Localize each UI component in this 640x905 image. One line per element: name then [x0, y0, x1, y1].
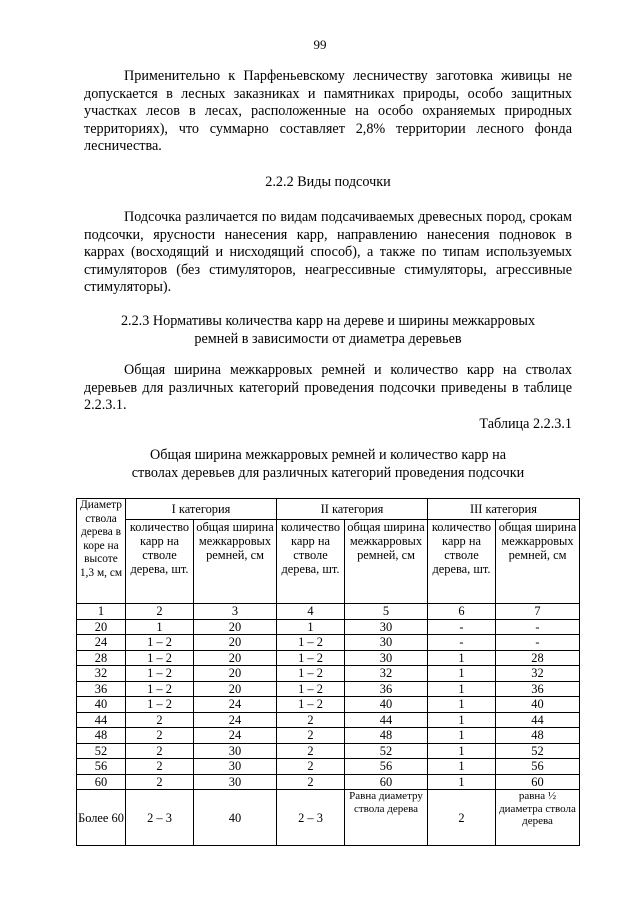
- table-row: [77, 728, 580, 744]
- table-caption: [84, 447, 572, 482]
- table-cell: 32: [77, 666, 126, 682]
- table-cell: 2: [126, 712, 194, 728]
- table-cell: 48: [496, 728, 580, 744]
- table-cell: 40: [77, 697, 126, 713]
- table-cell: 40: [194, 790, 277, 846]
- table-cell: 60: [345, 774, 428, 790]
- table-cell: 2: [277, 712, 345, 728]
- table-cell: 2: [277, 759, 345, 775]
- cat3-width-header: общая ширина межкарровых ремней, см: [496, 520, 580, 604]
- table-row: [77, 697, 580, 713]
- table-cell: 52: [496, 743, 580, 759]
- table-cell: 56: [496, 759, 580, 775]
- table-cell: 48: [345, 728, 428, 744]
- category-1-header: I категория: [126, 499, 277, 520]
- table-cell: -: [428, 619, 496, 635]
- table-cell: 1 – 2: [126, 650, 194, 666]
- table-row: [77, 650, 580, 666]
- table-cell: 1: [428, 759, 496, 775]
- table-cell: -: [496, 619, 580, 635]
- table-cell: 1: [428, 728, 496, 744]
- table-row: [77, 666, 580, 682]
- table-cell: 52: [345, 743, 428, 759]
- cat3-count-header: количество карр на стволе дерева, шт.: [428, 520, 496, 604]
- table-cell: 2: [126, 759, 194, 775]
- table-row: [77, 712, 580, 728]
- table-row: [77, 619, 580, 635]
- table-cell: 60: [77, 774, 126, 790]
- table-cell: 36: [345, 681, 428, 697]
- table-cell: 28: [496, 650, 580, 666]
- column-number: 3: [194, 604, 277, 620]
- table-row: [77, 743, 580, 759]
- section-text-2-2-2: Подсочка различается по видам подсачиваемых древесных пород, срокам подсочки, ярусности нанесения карр, направлению нанесения подновок в каррах (восходящий и нисходящий способ), а также по типам используемых стимуляторов (без стимуляторов, неагрессивные стимуляторы, агрессивные стимуляторы).: [84, 209, 572, 296]
- column-number: 7: [496, 604, 580, 620]
- table-cell: 1: [428, 666, 496, 682]
- table-cell: 1 – 2: [126, 635, 194, 651]
- table-row: [77, 774, 580, 790]
- page-number: 99: [313, 37, 327, 52]
- table-cell: 24: [194, 728, 277, 744]
- cat2-width-header: общая ширина межкарровых ремней, см: [345, 520, 428, 604]
- table-cell: 20: [194, 666, 277, 682]
- table-cell: 36: [77, 681, 126, 697]
- table-cell: 32: [496, 666, 580, 682]
- table-cell: 1: [126, 619, 194, 635]
- table-cell: 1 – 2: [277, 697, 345, 713]
- table-number: Таблица 2.2.3.1: [479, 416, 572, 432]
- table-cell: 36: [496, 681, 580, 697]
- table-cell: 2: [277, 743, 345, 759]
- section-heading-2-2-3: [84, 313, 572, 348]
- table-cell: 1 – 2: [277, 650, 345, 666]
- column-number: 2: [126, 604, 194, 620]
- table-cell: 2: [277, 728, 345, 744]
- table-caption-line2: стволах деревьев для различных категорий проведения подсочки: [131, 464, 525, 481]
- table-cell: 28: [77, 650, 126, 666]
- section-heading-2-2-3-line1: 2.2.3 Нормативы количества карр на дереве и ширины межкарровых: [120, 313, 536, 329]
- table-cell: равна ½ диаметра ствола дерева: [496, 790, 580, 846]
- table-cell: 1: [428, 650, 496, 666]
- table-cell: 44: [496, 712, 580, 728]
- table-row: [77, 759, 580, 775]
- table-cell: -: [428, 635, 496, 651]
- table-cell: 1: [428, 697, 496, 713]
- table-row: [77, 635, 580, 651]
- table-cell: Более 60: [77, 790, 126, 846]
- table-cell: 1 – 2: [126, 666, 194, 682]
- table-cell: 1: [428, 681, 496, 697]
- category-2-header: II категория: [277, 499, 428, 520]
- section-text-2-2-3: Общая ширина межкарровых ремней и количество карр на стволах деревьев для различных категорий проведения подсочки приведены в таблице 2.2.3.1.: [84, 362, 572, 414]
- table-cell: 40: [345, 697, 428, 713]
- table-cell: 1 – 2: [126, 681, 194, 697]
- table-cell: 24: [194, 712, 277, 728]
- table-cell: 60: [496, 774, 580, 790]
- cat2-count-header: количество карр на стволе дерева, шт.: [277, 520, 345, 604]
- intro-paragraph: Применительно к Парфеньевскому лесничеству заготовка живицы не допускается в лесных заказниках и памятниках природы, особо защитных участках лесов в лесах, расположенные на особо охраняемых природных территориях), что суммарно составляет 2,8% территории лесного фонда лесничества.: [84, 68, 572, 155]
- section-heading-2-2-2: 2.2.2 Виды подсочки: [265, 174, 391, 190]
- table-cell: 1 – 2: [277, 635, 345, 651]
- table-cell: 1: [428, 774, 496, 790]
- table-row-last: [77, 790, 580, 846]
- norms-table: [76, 498, 580, 846]
- table-cell: 20: [194, 635, 277, 651]
- table-cell: 2: [126, 728, 194, 744]
- table-cell: 32: [345, 666, 428, 682]
- table-cell: 30: [194, 759, 277, 775]
- table-cell: 20: [194, 619, 277, 635]
- section-heading-2-2-3-line2: ремней в зависимости от диаметра деревьев: [194, 330, 462, 347]
- table-cell: 20: [194, 650, 277, 666]
- column-number: 5: [345, 604, 428, 620]
- table-cell: 56: [77, 759, 126, 775]
- column-number: 1: [77, 604, 126, 620]
- table-cell: 30: [345, 619, 428, 635]
- table-cell: 30: [345, 650, 428, 666]
- table-cell: 20: [194, 681, 277, 697]
- table-cell: 1 – 2: [277, 681, 345, 697]
- table-cell: 20: [77, 619, 126, 635]
- table-cell: 2: [126, 743, 194, 759]
- table-cell: 1: [428, 712, 496, 728]
- table-cell: 40: [496, 697, 580, 713]
- table-cell: 48: [77, 728, 126, 744]
- table-cell: 2: [277, 774, 345, 790]
- table-cell: 30: [194, 774, 277, 790]
- cat1-width-header: общая ширина межкарровых ремней, см: [194, 520, 277, 604]
- table-cell: Равна диаметру ствола дерева: [345, 790, 428, 846]
- table-cell: 24: [77, 635, 126, 651]
- table-cell: 56: [345, 759, 428, 775]
- table-row: [77, 681, 580, 697]
- column-number-row: [77, 604, 580, 620]
- table-cell: 2 – 3: [277, 790, 345, 846]
- cat1-count-header: количество карр на стволе дерева, шт.: [126, 520, 194, 604]
- table-cell: 1: [277, 619, 345, 635]
- table-cell: 52: [77, 743, 126, 759]
- table-cell: 2: [428, 790, 496, 846]
- table-cell: 1 – 2: [277, 666, 345, 682]
- table-cell: 1 – 2: [126, 697, 194, 713]
- column-number: 4: [277, 604, 345, 620]
- column-number: 6: [428, 604, 496, 620]
- diameter-header: Диаметр ствола дерева в коре на высоте 1,3 м, см: [77, 499, 126, 604]
- table-cell: 24: [194, 697, 277, 713]
- table-cell: 44: [345, 712, 428, 728]
- table-cell: 2 – 3: [126, 790, 194, 846]
- table-caption-line1: Общая ширина межкарровых ремней и количество карр на: [149, 447, 507, 463]
- table-cell: 30: [345, 635, 428, 651]
- category-3-header: III категория: [428, 499, 580, 520]
- table-cell: 44: [77, 712, 126, 728]
- table-cell: -: [496, 635, 580, 651]
- table-cell: 2: [126, 774, 194, 790]
- table-cell: 30: [194, 743, 277, 759]
- table-cell: 1: [428, 743, 496, 759]
